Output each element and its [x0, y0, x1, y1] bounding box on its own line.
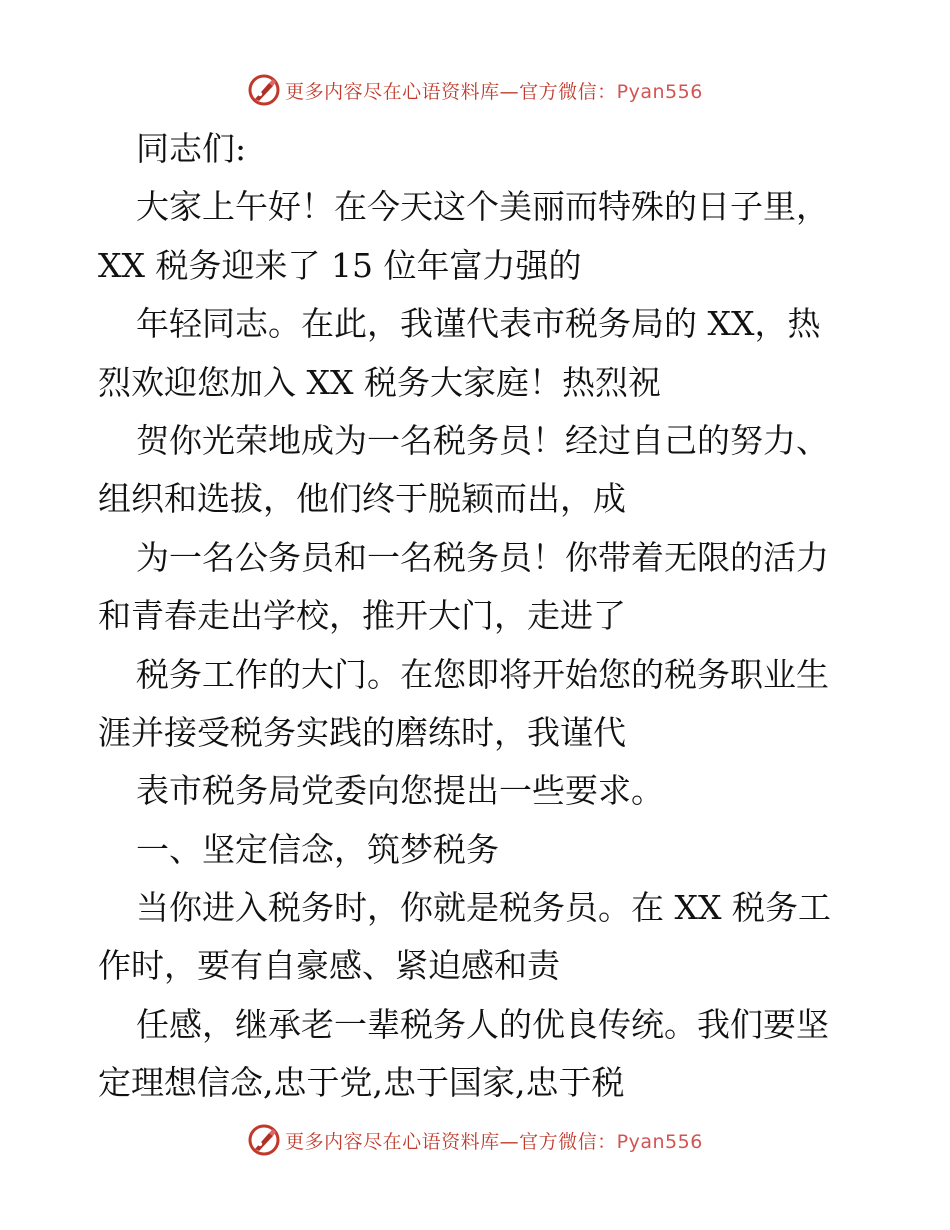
body-line: 大家上午好！在今天这个美丽而特殊的日子里，: [136, 187, 829, 227]
watermark-text: [285, 77, 703, 104]
watermark-wechat-id: Pyan556: [616, 1130, 703, 1153]
watermark-text: [285, 1127, 703, 1154]
body-line: 表市税务局党委向您提出一些要求。: [136, 771, 664, 811]
footer-watermark: [0, 1120, 950, 1160]
body-line: 涯并接受税务实践的磨练时，我谨代: [98, 712, 626, 752]
section-heading: 一、坚定信念，筑梦税务: [136, 829, 499, 869]
watermark-label: 更多内容尽在心语资料库—官方微信：: [285, 80, 617, 103]
watermark-label: 更多内容尽在心语资料库—官方微信：: [285, 1130, 617, 1153]
body-line: 烈欢迎您加入 XX 税务大家庭！热烈祝: [98, 362, 661, 402]
header-watermark: [0, 70, 950, 110]
body-line: 定理想信念,忠于党,忠于国家,忠于税: [98, 1063, 625, 1103]
watermark-wechat-id: Pyan556: [616, 80, 703, 103]
body-line: 任感，继承老一辈税务人的优良传统。我们要坚: [136, 1004, 829, 1044]
body-line: 组织和选拔，他们终于脱颖而出，成: [98, 479, 626, 519]
document-body: [98, 120, 858, 1113]
body-line: 和青春走出学校，推开大门，走进了: [98, 596, 626, 636]
body-line: 税务工作的大门。在您即将开始您的税务职业生: [136, 654, 829, 694]
body-line: 同志们:: [136, 129, 247, 168]
pen-circle-logo-icon: [247, 73, 281, 107]
body-line: XX 税务迎来了 15 位年富力强的: [98, 245, 582, 285]
body-line: 为一名公务员和一名税务员！你带着无限的活力: [136, 537, 829, 577]
body-line: 当你进入税务时，你就是税务员。在 XX 税务工: [136, 888, 831, 928]
body-line: 贺你光荣地成为一名税务员！经过自己的努力、: [136, 420, 829, 460]
pen-circle-logo-icon: [247, 1123, 281, 1157]
body-line: 年轻同志。在此，我谨代表市税务局的 XX，热: [136, 304, 821, 344]
body-line: 作时，要有自豪感、紧迫感和责: [98, 946, 560, 986]
